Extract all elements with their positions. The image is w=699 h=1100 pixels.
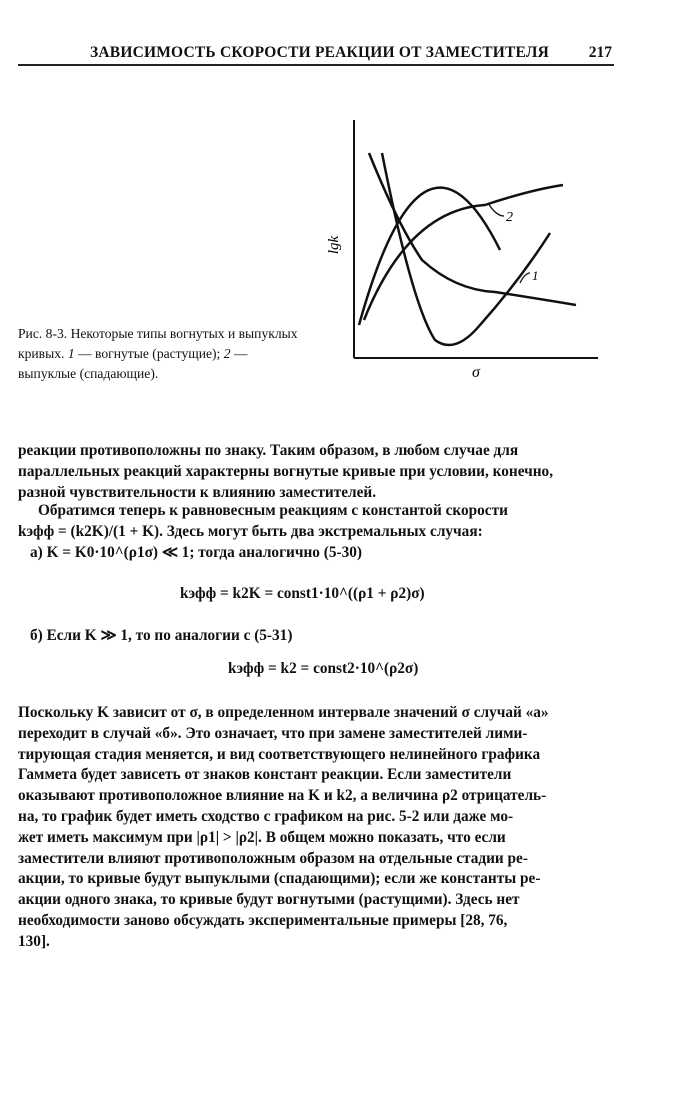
caption-num1: 1: [67, 346, 75, 361]
header-title: ЗАВИСИМОСТЬ СКОРОСТИ РЕАКЦИИ ОТ ЗАМЕСТИТЕЛЯ: [90, 44, 550, 61]
p2-line2: kэфф = (k2K)/(1 + K). Здесь могут быть два экстремальных случая:: [18, 522, 483, 540]
p3-line: оказывают противоположное влияние на K и k2, а величина ρ2 отрицатель-: [18, 787, 547, 805]
y-axis-label: lgk: [326, 235, 342, 255]
p3-line: Поскольку K зависит от σ, в определенном интервале значений σ случай «а»: [18, 704, 549, 721]
header-rule: [18, 64, 614, 66]
case-a: а) K = K0·10^(ρ1σ) ≪ 1; тогда аналогично (5-30): [30, 543, 362, 561]
curve-decreasing: [369, 153, 576, 305]
case-b: б) Если K ≫ 1, то по аналогии с (5-31): [30, 627, 293, 644]
curve-concave-minimum: [382, 153, 550, 345]
p3-line: тирующая стадия меняется, и вид соответствующего нелинейного графика: [18, 745, 541, 763]
p3-line: переходит в случай «б». Это означает, что при замене заместителей лими-: [18, 724, 528, 742]
p1-line: реакции противоположны по знаку. Таким образом, в любом случае для: [18, 442, 519, 459]
p3-line: акции одного знака, то кривые будут вогнутыми (растущими). Здесь нет: [18, 891, 520, 909]
p2-line1: Обратимся теперь к равновесным реакциям с константой скорости: [38, 502, 508, 519]
page-number: 217: [588, 44, 612, 61]
x-axis-label: σ: [472, 364, 480, 381]
label-2-leader: [488, 203, 504, 216]
caption-prefix: Рис. 8-3. Некоторые типы вогнутых и выпуклых кривых.: [18, 326, 298, 361]
paragraph-1: [18, 441, 610, 503]
p3-line: акции, то кривые будут выпуклыми (спадающими); если же константы ре-: [18, 870, 541, 888]
p3-line: Гаммета будет зависеть от знаков констант реакции. Если заместители: [18, 766, 512, 784]
p3-line: на, то график будет иметь сходство с графиком на рис. 5-2 или даже мо-: [18, 807, 514, 825]
caption-text2: — выпуклые (спадающие).: [18, 346, 248, 381]
p1-line: разной чувствительности к влиянию заместителей.: [18, 483, 377, 501]
caption-num2: 2: [223, 346, 231, 361]
p3-line: необходимости заново обсуждать экспериментальные примеры [28, 76,: [18, 911, 508, 929]
paragraph-3: [18, 703, 610, 953]
curve-label-2: 2: [506, 210, 513, 225]
p3-line: заместители влияют противоположным образом на отдельные стадии ре-: [18, 849, 528, 867]
figure-8-3: [320, 115, 600, 385]
p3-line: жет иметь максимум при |ρ1| > |ρ2|. В общем можно показать, что если: [18, 828, 506, 846]
running-header: [18, 44, 618, 66]
formula-2: kэфф = k2 = const2·10^(ρ2σ): [228, 660, 419, 677]
p3-line: 130].: [18, 932, 50, 950]
caption-text1: — вогнутые (растущие);: [74, 346, 224, 361]
paragraph-2: [18, 501, 610, 563]
formula-1: kэфф = k2K = const1·10^((ρ1 + ρ2)σ): [180, 585, 425, 602]
figure-caption: [18, 324, 308, 384]
curve-convex-maximum: [359, 188, 500, 325]
curve-label-1: 1: [532, 268, 539, 283]
p1-line: параллельных реакций характерны вогнутые кривые при условии, конечно,: [18, 462, 554, 480]
